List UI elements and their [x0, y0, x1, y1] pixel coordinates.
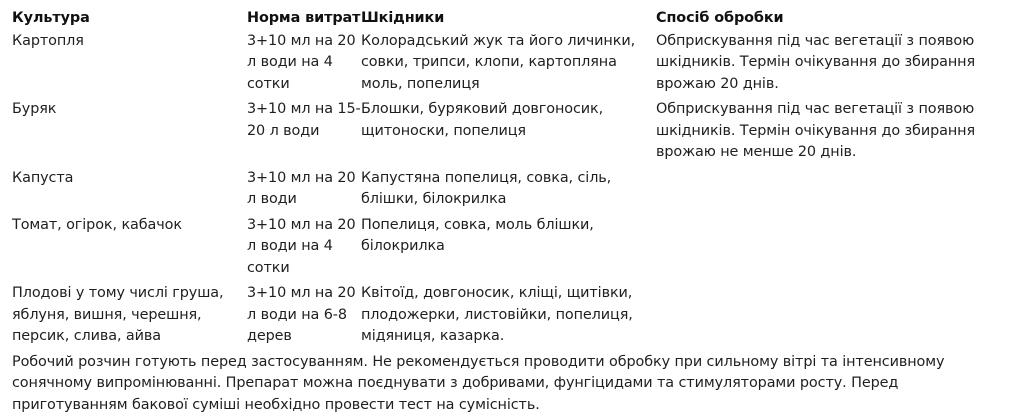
rate-cell: 3+10 мл на 20 л води на 6-8 дерев: [247, 283, 361, 352]
table-row: [12, 283, 1016, 352]
table-row: [12, 168, 1016, 215]
crop-cell: Буряк: [12, 99, 247, 168]
pests-cell: Квітоїд, довгоносик, кліщі, щитівки, плодожерки, листовійки, попелиця, мідяниця, казарка.: [361, 283, 656, 352]
table-row: [12, 215, 1016, 284]
header-row: [12, 8, 1016, 31]
table-row: [12, 31, 1016, 100]
table-header: [12, 8, 1016, 31]
method-cell: Обприскування під час вегетації з появою шкідників. Термін очікування до збирання врожаю 20 днів.: [656, 31, 1016, 100]
crop-cell: Томат, огірок, кабачок: [12, 215, 247, 284]
table-row: [12, 99, 1016, 168]
header-crop: Культура: [12, 8, 247, 31]
rate-cell: 3+10 мл на 20 л води на 4 сотки: [247, 215, 361, 284]
header-pests: Шкідники: [361, 8, 656, 31]
header-method: Спосіб обробки: [656, 8, 1016, 31]
pests-cell: Колорадський жук та його личинки, совки, трипси, клопи, картопляна моль, попелиця: [361, 31, 656, 100]
rate-cell: 3+10 мл на 15-20 л води: [247, 99, 361, 168]
method-cell: [656, 283, 1016, 352]
usage-table: [12, 8, 1016, 352]
pests-cell: Попелиця, совка, моль блішки, білокрилка: [361, 215, 656, 284]
application-note: Робочий розчин готують перед застосуванням. Не рекомендується проводити обробку при сильному вітрі та інтенсивному сонячному випромінюванні. Препарат можна поєднувати з добривами, фунгіцидами та стимуляторами росту. Перед приготуванням бакової суміші необхідно провести тест на сумісність.: [12, 352, 1016, 416]
method-cell: [656, 168, 1016, 215]
pests-cell: Капустяна попелиця, совка, сіль, блішки, білокрилка: [361, 168, 656, 215]
header-rate: Норма витрат: [247, 8, 361, 31]
crop-cell: Капуста: [12, 168, 247, 215]
table-body: [12, 31, 1016, 352]
document: [12, 8, 1016, 416]
rate-cell: 3+10 мл на 20 л води на 4 сотки: [247, 31, 361, 100]
pests-cell: Блошки, буряковий довгоносик, щитоноски, попелиця: [361, 99, 656, 168]
rate-cell: 3+10 мл на 20 л води: [247, 168, 361, 215]
crop-cell: Плодові у тому числі груша, яблуня, вишня, черешня, персик, слива, айва: [12, 283, 247, 352]
method-cell: Обприскування під час вегетації з появою шкідників. Термін очікування до збирання врожаю не менше 20 днів.: [656, 99, 1016, 168]
method-cell: [656, 215, 1016, 284]
crop-cell: Картопля: [12, 31, 247, 100]
